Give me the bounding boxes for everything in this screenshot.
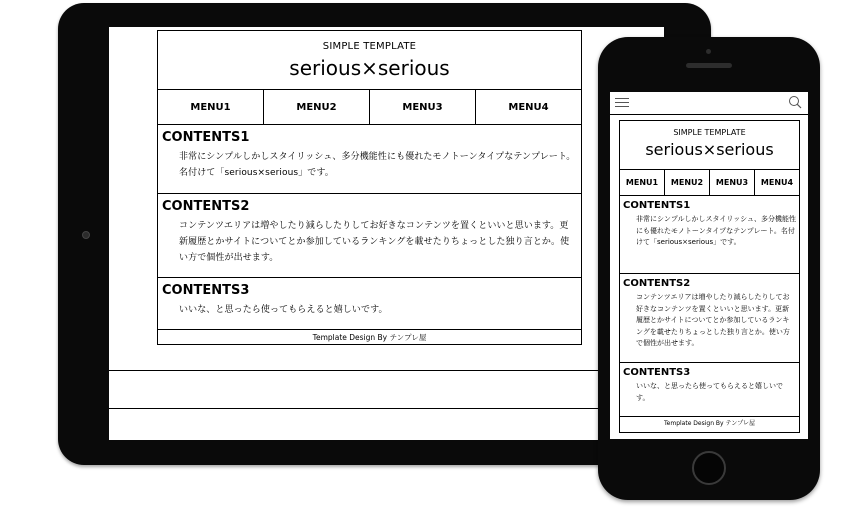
site-footer: Template Design By テンプレ屋 [312,333,427,342]
menu-item-3[interactable]: MENU3 [370,90,476,124]
tablet-screen [109,27,664,440]
menu-item-2[interactable]: MENU2 [665,170,710,195]
contents-section-3 [620,363,799,417]
site-menu [158,90,581,125]
site-menu [620,170,799,196]
section-heading: CONTENTS2 [162,199,250,214]
tablet-camera [82,231,90,239]
mobile-topbar [610,92,808,115]
site-title: serious×serious [289,56,450,80]
phone-screen [610,92,808,439]
home-button[interactable] [692,451,726,485]
menu-item-4[interactable]: MENU4 [508,101,549,113]
section-heading: CONTENTS1 [162,130,250,145]
section-heading: CONTENTS3 [162,283,250,298]
contents-section-1 [158,125,581,194]
section-text: コンテンツエリアは増やしたり減らしたりしてお好きなコンテンツを置くといいと思います。更新履歴とかサイトについてとか参加しているランキングを載せたりちょっとした独り言とか。使い方で個性が出せます。 [179,221,570,263]
menu-item-1[interactable]: MENU1 [620,170,665,195]
section-heading: CONTENTS2 [623,278,691,289]
section-text: 非常にシンプルしかしスタイリッシュ、多分機能性にも優れたモノトーンタイプなテンプレート。名付けて「serious×serious」です。 [636,215,796,246]
menu-item-1[interactable]: MENU1 [158,90,264,124]
site-footer: Template Design By テンプレ屋 [664,420,755,427]
hamburger-icon[interactable] [615,98,629,110]
contents-section-3 [158,278,581,330]
section-text: いいな、と思ったら使ってもらえると嬉しいです。 [179,305,388,315]
menu-item-3[interactable]: MENU3 [710,170,755,195]
divider-line [109,408,664,409]
site-header [158,31,581,90]
contents-section-2 [158,194,581,278]
phone-speaker [686,63,732,68]
contents-section-1 [620,196,799,274]
section-heading: CONTENTS3 [623,367,691,378]
tablet-site-preview [157,30,582,345]
site-header [620,121,799,170]
section-text: コンテンツエリアは増やしたり減らしたりしてお好きなコンテンツを置くといいと思います。更新履歴とかサイトについてとか参加しているランキングを載せたりちょっとした独り言とか。使い方で個性が出せます。 [636,293,790,347]
section-heading: CONTENTS1 [623,200,691,211]
section-text: 非常にシンプルしかしスタイリッシュ、多分機能性にも優れたモノトーンタイプなテンプレート。名付けて「serious×serious」です。 [179,152,576,178]
site-subtitle: SIMPLE TEMPLATE [322,41,417,52]
divider-line [109,370,664,371]
contents-section-2 [620,274,799,363]
menu-item-2[interactable]: MENU2 [264,90,370,124]
site-title: serious×serious [645,140,774,159]
search-icon[interactable] [788,95,802,109]
phone-site-preview [619,120,800,433]
section-text: いいな、と思ったら使ってもらえると嬉しいです。 [636,382,783,402]
phone-device [598,37,820,500]
phone-camera [706,49,711,54]
site-subtitle: SIMPLE TEMPLATE [673,128,746,137]
menu-item-4[interactable]: MENU4 [760,178,794,187]
